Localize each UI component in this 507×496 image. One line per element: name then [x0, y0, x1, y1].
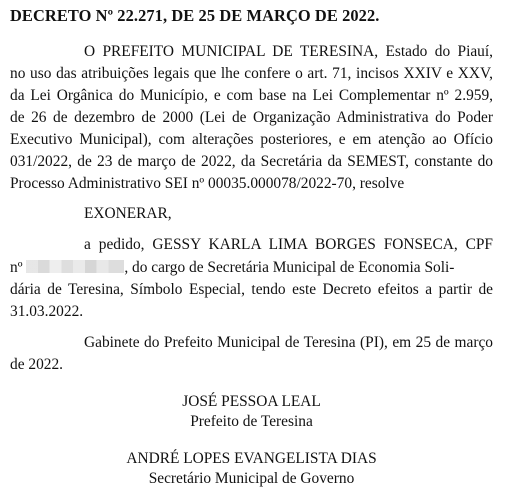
preamble-line-3: da Lei Orgânica do Município, e com base na Lei Complementar nº 2.959,	[10, 87, 493, 104]
cpf-prefix: nº	[10, 259, 23, 276]
preamble-line-1: O PREFEITO MUNICIPAL DE TERESINA, Estado do Piauí,	[84, 43, 493, 60]
signatory-name-secretary: ANDRÉ LOPES EVANGELISTA DIAS	[126, 450, 377, 467]
preamble-line-7: Processo Administrativo SEI nº 00035.000078/2022-70, resolve	[10, 175, 405, 192]
body-line-2-text: , do cargo de Secretária Municipal de Economia Soli-	[124, 259, 455, 276]
signatory-role-secretary: Secretário Municipal de Governo	[148, 470, 355, 487]
body-line-1: a pedido, GESSY KARLA LIMA BORGES FONSECA, CPF	[84, 236, 493, 253]
body-line-2	[10, 258, 493, 278]
body-line-3: dária de Teresina, Símbolo Especial, tendo este Decreto efeitos a partir de	[10, 281, 493, 298]
preamble-line-2: no uso das atribuições legais que lhe confere o art. 71, incisos XXIV e XXV,	[10, 65, 493, 82]
action-verb: EXONERAR,	[84, 205, 172, 222]
preamble-line-5: Executivo Municipal), com alterações posteriores, e em atenção ao Ofício	[10, 131, 493, 148]
closing-line-1: Gabinete do Prefeito Municipal de Teresina (PI), em 25 de março	[84, 334, 493, 351]
signatory-role-mayor: Prefeito de Teresina	[190, 413, 313, 430]
body-line-4: 31.03.2022.	[10, 303, 84, 320]
preamble-line-4: de 26 de dezembro de 2000 (Lei de Organização Administrativa do Poder	[10, 109, 493, 126]
preamble-line-6: 031/2022, de 23 de março de 2022, da Secretária da SEMEST, constante do	[10, 153, 493, 170]
signatory-name-mayor: JOSÉ PESSOA LEAL	[182, 393, 321, 410]
closing-line-2: de 2022.	[10, 356, 64, 373]
redacted-cpf	[26, 260, 124, 273]
decree-title: DECRETO Nº 22.271, DE 25 DE MARÇO DE 2022.	[10, 6, 380, 25]
